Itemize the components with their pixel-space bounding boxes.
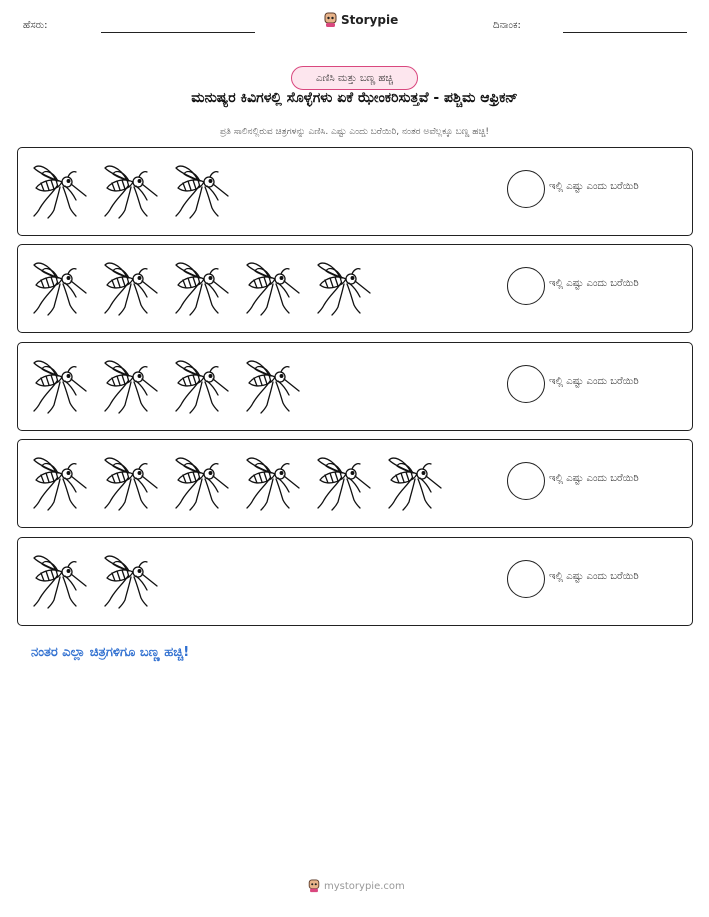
mosquito-icon [172,162,235,222]
mosquito-icon [243,357,306,417]
mosquito-icon [243,454,306,514]
mosquito-icon [314,454,377,514]
answer-label: ಇಲ್ಲಿ ಎಷ್ಟು ಎಂದು ಬರೆಯಿರಿ [549,181,639,192]
mosquito-icon [243,259,306,319]
mosquito-group [30,162,235,222]
counting-row [17,147,693,236]
mosquito-group [30,357,306,417]
mosquito-icon [101,357,164,417]
storypie-mascot-icon [308,879,320,893]
date-label: ದಿನಾಂಕ: [493,20,521,31]
answer-circle[interactable] [507,560,545,598]
mosquito-icon [101,454,164,514]
answer-label: ಇಲ್ಲಿ ಎಷ್ಟು ಎಂದು ಬರೆಯಿರಿ [549,473,639,484]
name-label: ಹೆಸರು: [23,20,48,31]
counting-row [17,439,693,528]
mosquito-icon [314,259,377,319]
worksheet-instructions: ಪ್ರತಿ ಸಾಲಿನಲ್ಲಿರುವ ಚಿತ್ರಗಳನ್ನು ಎಣಿಸಿ. ಎಷ್ಟು ಎಂದು ಬರೆಯಿರಿ, ನಂತರ ಅವೆಲ್ಲಕ್ಕೂ ಬಣ್ಣ ಹಚ್ಚಿ! [220,127,489,137]
answer-label: ಇಲ್ಲಿ ಎಷ್ಟು ಎಂದು ಬರೆಯಿರಿ [549,571,639,582]
answer-label: ಇಲ್ಲಿ ಎಷ್ಟು ಎಂದು ಬರೆಯಿರಿ [549,376,639,387]
mosquito-group [30,259,377,319]
mosquito-icon [172,357,235,417]
activity-pill: ಎಣಿಸಿ ಮತ್ತು ಬಣ್ಣ ಹಚ್ಚಿ [291,66,418,90]
counting-row [17,342,693,431]
worksheet-header [0,0,709,50]
footer-instruction: ನಂತರ ಎಲ್ಲಾ ಚಿತ್ರಗಳಿಗೂ ಬಣ್ಣ ಹಚ್ಚಿ! [31,645,190,660]
mosquito-icon [385,454,448,514]
answer-circle[interactable] [507,267,545,305]
answer-circle[interactable] [507,462,545,500]
counting-row [17,244,693,333]
storypie-mascot-icon [324,12,337,28]
answer-circle[interactable] [507,170,545,208]
answer-circle[interactable] [507,365,545,403]
name-line[interactable] [101,32,255,33]
date-line[interactable] [563,32,687,33]
mosquito-icon [172,259,235,319]
counting-row [17,537,693,626]
mosquito-group [30,552,164,612]
mosquito-icon [101,162,164,222]
mosquito-group [30,454,448,514]
mosquito-icon [30,259,93,319]
mosquito-icon [172,454,235,514]
mosquito-icon [101,552,164,612]
mosquito-icon [30,552,93,612]
mosquito-icon [30,357,93,417]
footer-site: mystorypie.com [324,880,405,892]
mosquito-icon [101,259,164,319]
mosquito-icon [30,162,93,222]
answer-label: ಇಲ್ಲಿ ಎಷ್ಟು ಎಂದು ಬರೆಯಿರಿ [549,278,639,289]
brand-name: Storypie [341,13,399,27]
mosquito-icon [30,454,93,514]
brand-logo [324,12,398,28]
worksheet-title: ಮನುಷ್ಯರ ಕಿವಿಗಳಲ್ಲಿ ಸೊಳ್ಳೆಗಳು ಏಕೆ ಝೇಂಕರಿಸುತ್ತವೆ - ಪಶ್ಚಿಮ ಆಫ್ರಿಕನ್ [191,90,518,106]
footer-brand [308,879,405,893]
